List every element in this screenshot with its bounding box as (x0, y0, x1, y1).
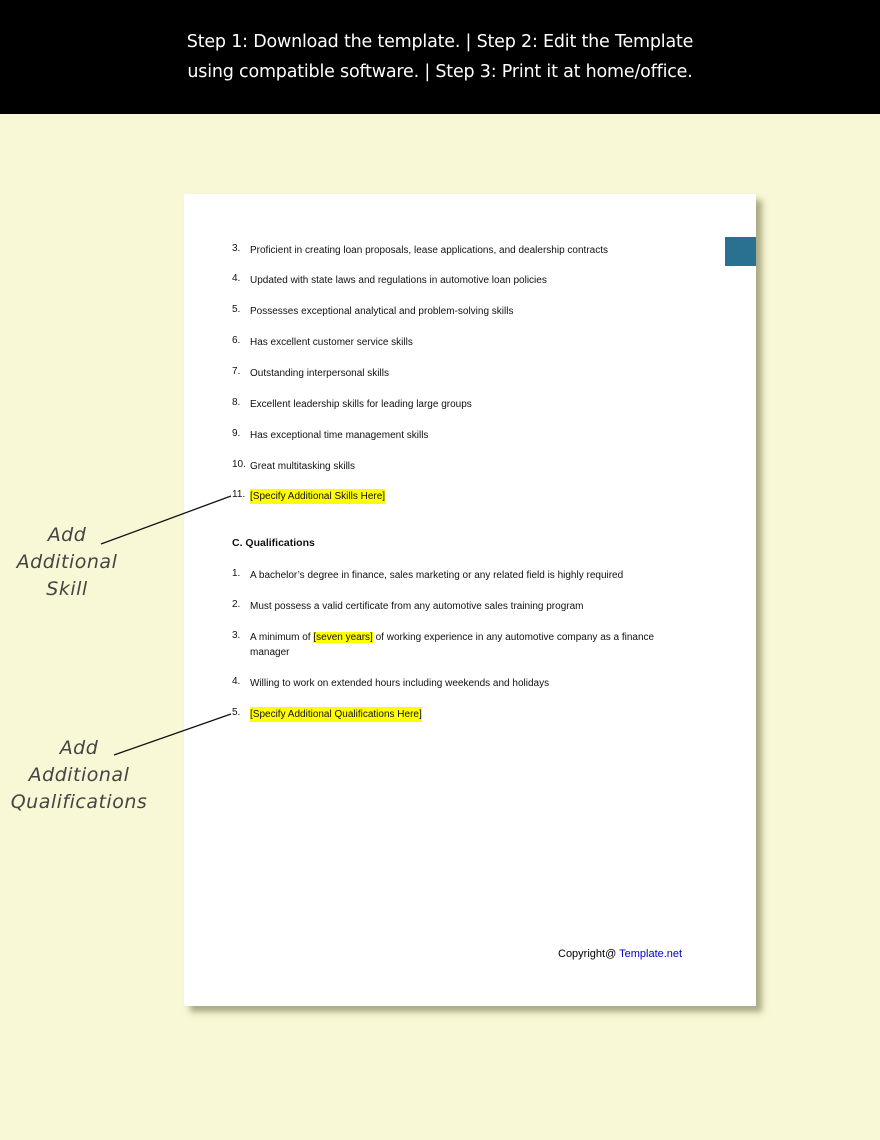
placeholder-highlight[interactable]: [Specify Additional Skills Here] (250, 491, 386, 502)
document-page: 3. Proficient in creating loan proposals, lease applications, and dealership contracts 4. Updated with state laws and regulations in automotive loan policies 5. Possesses exceptional analytical and problem-solving skills 6. Has excellent customer service skills 7. Outstanding interpersonal skills 8. Excellent leadership skills for leading large groups 9. Has exceptional time management skills 10. Great multitasking skills 11. [Specify Additional Skills Here] C. Qualifications 1. A bachelor’s degree in finance, sales marketing or any related field is highly required 2. Must possess a valid certificate from any automotive sales training program 3. A minimum of [seven years] of working experience in any automotive company as a finance manager 4. Willing to work on extended hours including weekends and holidays 5. [Specify Additional Qualifications Here] Copyright@ Template.net (184, 194, 756, 1006)
banner-line-2: using compatible software. | Step 3: Print it at home/office. (187, 62, 693, 82)
template-net-link[interactable]: Template.net (619, 948, 683, 960)
placeholder-highlight[interactable]: [seven years] (313, 632, 373, 643)
copyright-footer: Copyright@ Template.net (558, 948, 683, 960)
callout-add-skill: Add Additional Skill (16, 524, 118, 600)
banner-line-1: Step 1: Download the template. | Step 2: Edit the Template (186, 32, 694, 52)
section-heading-qualifications: C. Qualifications (232, 537, 315, 549)
placeholder-highlight[interactable]: [Specify Additional Qualifications Here] (250, 709, 422, 720)
callout-add-qualifications: Add Additional Qualifications (10, 737, 148, 813)
